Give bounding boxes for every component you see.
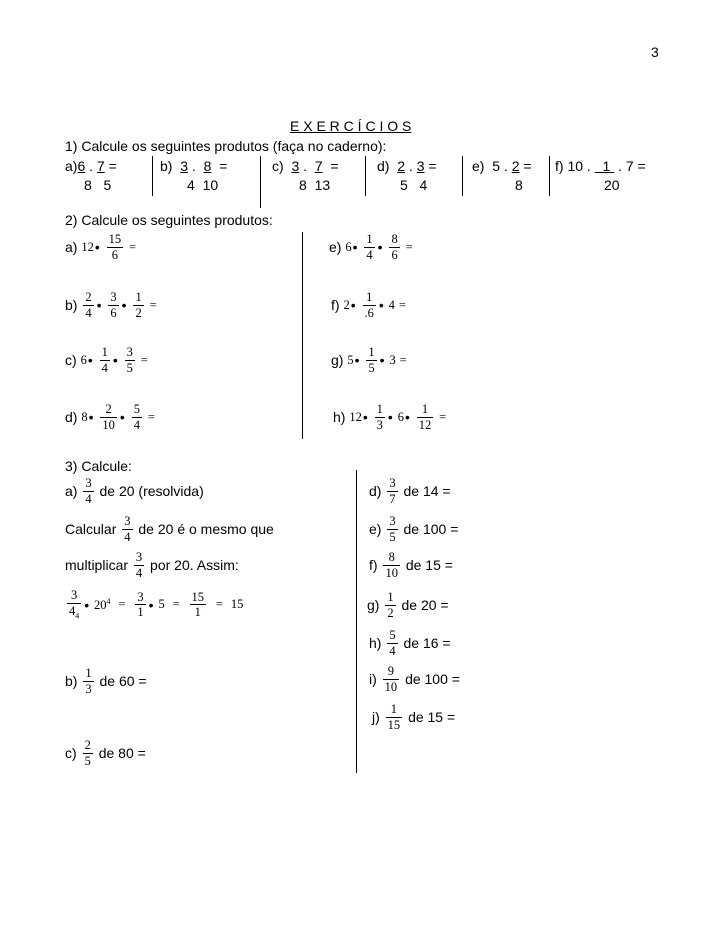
fraction: $\frac{3}{5}$ xyxy=(389,514,396,544)
s1-heading: 1) Calcule os seguintes produtos (faça no caderno): xyxy=(65,138,387,154)
s1-item-c-den: 8 13 xyxy=(299,177,331,193)
s1-item-c: c) 3 . 7 = xyxy=(272,158,339,174)
s3-item-d: d) $\frac{3}{7}$ de 14 = xyxy=(369,476,451,506)
s1-separator xyxy=(260,156,261,208)
fraction: $\frac{1}{15}$ xyxy=(387,702,401,732)
fraction: $\frac{3}{7}$ xyxy=(389,476,396,506)
fraction: $\frac{5}{4}$ xyxy=(133,402,140,432)
fraction: $\frac{1}{12}$ xyxy=(418,402,432,432)
s1-item-e: e) 5 . 2 = xyxy=(472,158,532,174)
fraction: $\frac{1}{3}$ xyxy=(85,666,92,696)
s3-item-h: h) $\frac{5}{4}$ de 16 = xyxy=(369,628,451,658)
fraction: $\frac{1}{2}$ xyxy=(135,290,142,320)
s3-explain-2: multiplicar $\frac{3}{4}$ por 20. Assim: xyxy=(65,550,239,580)
s1-item-d: d) 2 . 3 = xyxy=(377,158,437,174)
fraction: $\frac{1}{5}$ xyxy=(368,345,375,375)
fraction: $\frac{3}{4}$ xyxy=(85,476,92,506)
s3-item-g: g) $\frac{1}{2}$ de 20 = xyxy=(367,590,449,620)
s1-item-a-den: 8 5 xyxy=(84,177,112,193)
fraction: $\frac{1}{3}$ xyxy=(376,402,383,432)
fraction: $\frac{1}{4}$ xyxy=(101,345,108,375)
fraction: $\frac{2}{4}$ xyxy=(85,290,92,320)
fraction: $\frac{9}{10}$ xyxy=(384,664,398,694)
s2-item-e: e) 6• $\frac{1}{4}$ • $\frac{8}{6}$ = xyxy=(329,232,413,262)
s2-item-h: h) 12• $\frac{1}{3}$ • 6• $\frac{1}{12}$ = xyxy=(333,402,447,432)
s2-heading: 2) Calcule os seguintes produtos: xyxy=(65,212,273,228)
fraction: $\frac{8}{6}$ xyxy=(391,232,398,262)
s1-item-b-den: 4 10 xyxy=(187,177,219,193)
fraction: $\frac{3}{4_4}$ xyxy=(69,588,80,620)
s3-item-f: f) $\frac{8}{10}$ de 15 = xyxy=(369,550,453,580)
s3-item-b: b) $\frac{1}{3}$ de 60 = xyxy=(65,666,147,696)
s1-item-d-den: 5 4 xyxy=(400,177,428,193)
s1-separator xyxy=(549,156,550,196)
s1-item-a: a)6 . 7 = xyxy=(65,158,117,174)
fraction: $\frac{2}{5}$ xyxy=(84,738,91,768)
s3-explain-1: Calcular $\frac{3}{4}$ de 20 é o mesmo que xyxy=(65,514,274,544)
fraction: $\frac{8}{10}$ xyxy=(385,550,398,580)
s1-item-f: f) 10 . 1 . 7 = xyxy=(555,158,646,174)
s2-item-f: f) 2• $\frac{1}{.6}$ • 4 = xyxy=(331,290,406,320)
fraction: $\frac{3}{1}$ xyxy=(137,589,144,619)
fraction: $\frac{15}{6}$ xyxy=(108,232,122,262)
fraction: $\frac{3}{4}$ xyxy=(124,514,131,544)
s3-item-a: a) $\frac{3}{4}$ de 20 (resolvida) xyxy=(65,476,204,506)
s1-item-e-den: 8 xyxy=(515,177,523,193)
fraction: $\frac{1}{.6}$ xyxy=(364,290,374,320)
s3-item-i: i) $\frac{9}{10}$ de 100 = xyxy=(369,664,460,694)
s2-item-g: g) 5• $\frac{1}{5}$ • 3 = xyxy=(331,345,407,375)
s2-separator xyxy=(302,232,303,439)
s3-heading: 3) Calcule: xyxy=(65,458,132,474)
s3-item-j: j) $\frac{1}{15}$ de 15 = xyxy=(372,702,456,732)
fraction: $\frac{3}{4}$ xyxy=(135,550,143,580)
s3-item-e: e) $\frac{3}{5}$ de 100 = xyxy=(369,514,459,544)
fraction: $\frac{1}{4}$ xyxy=(366,232,373,262)
fraction: $\frac{15}{1}$ xyxy=(191,589,205,619)
s2-item-c: c) 6• $\frac{1}{4}$ • $\frac{3}{5}$ = xyxy=(65,345,148,375)
s3-separator xyxy=(356,470,357,773)
fraction: $\frac{5}{4}$ xyxy=(389,628,396,658)
fraction: $\frac{3}{6}$ xyxy=(110,290,117,320)
fraction: $\frac{3}{5}$ xyxy=(126,345,133,375)
s1-separator xyxy=(152,156,153,196)
s1-item-f-den: 20 xyxy=(604,177,620,193)
s3-solution: $\frac{3}{4_4}$ • $20^4$ = $\frac{3}{1}$ • 5 = $\frac{15}{1}$ = 15 xyxy=(69,588,244,620)
s1-item-b: b) 3 . 8 = xyxy=(160,158,228,174)
s3-item-c: c) $\frac{2}{5}$ de 80 = xyxy=(65,738,146,768)
s1-separator xyxy=(365,156,366,196)
fraction: $\frac{1}{2}$ xyxy=(387,590,394,620)
s2-item-a: a) 12• $\frac{15}{6}$ = xyxy=(65,232,137,262)
s2-item-d: d) 8• $\frac{2}{10}$ • $\frac{5}{4}$ = xyxy=(65,402,155,432)
s1-separator xyxy=(462,156,463,196)
fraction: $\frac{2}{10}$ xyxy=(102,402,115,432)
page-title: E X E R C Í C I O S xyxy=(290,118,412,134)
page-number: 3 xyxy=(651,44,659,60)
s2-item-b: b) $\frac{2}{4}$ • $\frac{3}{6}$ • $\frac{1}{2}$ = xyxy=(65,290,157,320)
